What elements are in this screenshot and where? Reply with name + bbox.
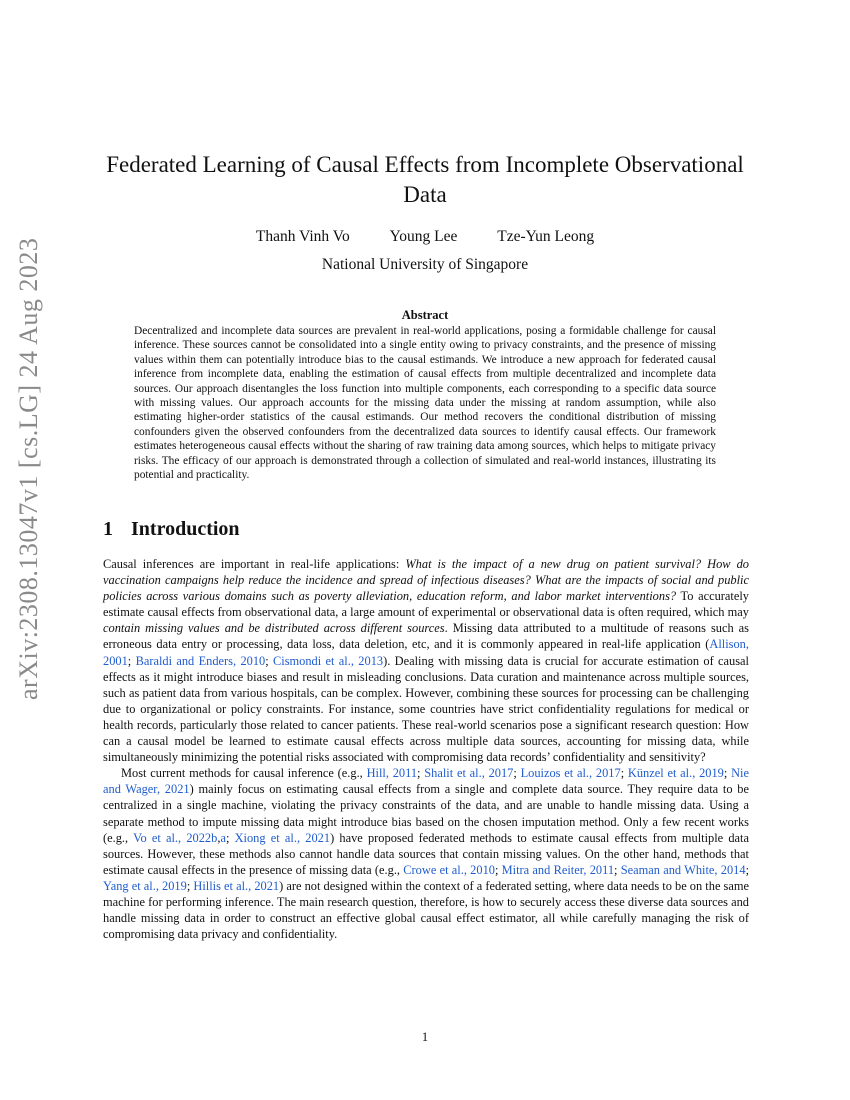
- text-run: ). Dealing with missing data is crucial for accurate estimation of causal effects as it might introduce biases and result in misleading conclusions. Data curation and maintenance across multiple sources, such as patient data from various hospitals, can be complex. However, combining these sources for processing can be challenging due to organizational or policy constraints. For instance, some countries have strict confidentiality regulations for medical or health records, particularly those related to cancer patients. These real-world scenarios pose a significant research question: How can a causal model be learned to estimate causal effects across multiple data sources, accounting for missing data, while simultaneously minimizing the potential risks associated with compromising data records’ confidentiality and sensitivity?: [103, 653, 749, 765]
- text-run: ) mainly focus on estimating causal effects from a single and complete data source. They require data to be centralized in a single machine, violating the privacy constraints of the data, and are unable to handle missing data. Using a separate method to impute missing data might introduce bias based on the chosen imputation method. Only a few recent works (e.g.,: [103, 782, 749, 845]
- page-number: 1: [421, 1030, 429, 1044]
- citation-link[interactable]: Vo et al., 2022b: [133, 830, 218, 845]
- body-text: [103, 556, 749, 942]
- text-run: ) have proposed federated methods to estimate causal effects from multiple data sources. However, these methods also cannot handle data sources that contain missing values. On the other hand, methods that estimate causal effects in the presence of missing data (e.g.,: [103, 830, 750, 877]
- abstract-text: Decentralized and incomplete data sources are prevalent in real-world applications, posing a formidable challenge for causal inference. These sources cannot be consolidated into a single entity owing to privacy constraints, and the presence of missing values within them can potentially introduce bias to the causal estimands. We introduce a new approach for federated causal inference from incomplete data, enabling the estimation of causal effects from multiple decentralized and incomplete data sources. Our approach disentangles the loss function into multiple components, each corresponding to a specific data source with missing values. Our approach accounts for the missing data under the missing at random assumption, while also estimating higher-order statistics of the causal estimands. Our method recovers the conditional distribution of missing confounders given the observed confounders from the decentralized data sources to identify causal effects. Our framework estimates heterogeneous causal effects without the sharing of raw training data among sources, which helps to mitigate privacy risks. The efficacy of our approach is demonstrated through a collection of simulated and real-world instances, illustrating its potential and practicality.: [134, 325, 716, 482]
- arxiv-id-text: arXiv:2308.13047v1 [cs.LG] 24 Aug 2023: [14, 237, 43, 700]
- text-run: . Missing data attributed to a multitude of reasons such as erroneous data entry or processing, data loss, data deletion, etc, and it is commonly appeared in real-life application (: [103, 621, 749, 652]
- citation-link[interactable]: a: [220, 830, 226, 845]
- author-name: Tze-Yun Leong: [497, 228, 595, 245]
- arxiv-identifier-stamp: [14, 237, 43, 720]
- italic-text-run: contain missing values and be distributed across different sources: [103, 621, 445, 636]
- paragraph: Causal inferences are important in real-life applications: What is the impact of a new drug on patient survival? How do vaccination campaigns help reduce the incidence and spread of infectious diseases? What are the impacts of social and public policies across various domains such as poverty alleviation, education reform, and labor market interventions? To accurately estimate causal effects from observational data, a large amount of experimental or observational data is often required, which may contain missing values and be distributed across different sources. Missing data attributed to a multitude of reasons such as erroneous data entry or processing, data loss, data deletion, etc, and it is commonly appeared in real-life application (Allison, 2001; Baraldi and Enders, 2010; Cismondi et al., 2013). Dealing with missing data is crucial for accurate estimation of causal effects as it might introduce biases and result in misleading conclusions. Data curation and maintenance across multiple sources, such as patient data from various hospitals, can be complex. However, combining these sources for processing can be challenging due to organizational or policy constraints. For instance, some countries have strict confidentiality regulations for medical or health records, particularly those related to cancer patients. These real-world scenarios pose a significant research question: How can a causal model be learned to estimate causal effects across multiple data sources, accounting for missing data, while simultaneously minimizing the potential risks associated with compromising data records’ confidentiality and sensitivity?: [103, 557, 749, 765]
- citation-link[interactable]: Allison, 2001: [103, 637, 749, 668]
- citation-link[interactable]: Shalit et al., 2017: [424, 766, 514, 781]
- citation-link[interactable]: Crowe et al., 2010: [403, 862, 495, 877]
- section-number: 1: [103, 518, 113, 540]
- italic-text-run: What is the impact of a new drug on patient survival? How do vaccination campaigns help reduce the incidence and spread of infectious diseases? What are the impacts of social and public policies across various domains such as poverty alleviation, education reform, and labor market interventions?: [103, 557, 749, 604]
- citation-link[interactable]: Künzel et al., 2019: [627, 766, 724, 781]
- section-title: Introduction: [131, 518, 240, 540]
- affiliation: National University of Singapore: [321, 256, 529, 273]
- text-run: To accurately estimate causal effects from observational data, a large amount of experimental or observational data is often required, which may: [103, 589, 749, 620]
- citation-link[interactable]: Nie and Wager, 2021: [103, 766, 749, 797]
- paragraph: Most current methods for causal inference (e.g., Hill, 2011; Shalit et al., 2017; Louizos et al., 2017; Künzel et al., 2019; Nie and Wager, 2021) mainly focus on estimating causal effects from a single and complete data source. They require data to be centralized in a single machine, violating the privacy constraints of the data, and are unable to handle missing data. Using a separate method to impute missing data might introduce bias based on the chosen imputation method. Only a few recent works (e.g., Vo et al., 2022b,a; Xiong et al., 2021) have proposed federated methods to estimate causal effects from multiple data sources. However, these methods also cannot handle data sources that contain missing values. On the other hand, methods that estimate causal effects in the presence of missing data (e.g., Crowe et al., 2010; Mitra and Reiter, 2011; Seaman and White, 2014; Yang et al., 2019; Hillis et al., 2021) are not designed within the context of a federated setting, where data needs to be on the same machine for performing inference. The main research question, therefore, is how to securely access these diverse data sources and handle missing data in order to construct an effective global causal effect estimator, all while carefully managing the risk of compromising data privacy and confidentiality.: [103, 766, 750, 942]
- citation-link[interactable]: Cismondi et al., 2013: [273, 653, 384, 668]
- abstract-heading: Abstract: [401, 308, 449, 322]
- citation-link[interactable]: Mitra and Reiter, 2011: [501, 862, 615, 877]
- citation-link[interactable]: Hill, 2011: [366, 766, 418, 781]
- text-run: Causal inferences are important in real-life applications:: [103, 557, 406, 571]
- section-heading: [103, 518, 240, 541]
- author-name: Young Lee: [389, 228, 458, 245]
- citation-link[interactable]: Yang et al., 2019: [103, 878, 187, 893]
- paper-title: Federated Learning of Causal Effects from Incomplete Observational Data: [106, 152, 744, 207]
- author-name: Thanh Vinh Vo: [255, 228, 350, 245]
- citation-link[interactable]: Baraldi and Enders, 2010: [135, 653, 266, 668]
- citation-link[interactable]: Xiong et al., 2021: [234, 830, 331, 845]
- author-list: [100, 228, 750, 246]
- text-run: Most current methods for causal inference (e.g.,: [121, 766, 367, 781]
- text-run: ) are not designed within the context of a federated setting, where data needs to be on the same machine for performing inference. The main research question, therefore, is how to securely access these diverse data sources and handle missing data in order to construct an effective global causal effect estimator, all while carefully managing the risk of compromising data privacy and confidentiality.: [103, 878, 750, 942]
- citation-link[interactable]: Seaman and White, 2014: [620, 862, 746, 877]
- citation-link[interactable]: Louizos et al., 2017: [520, 766, 621, 781]
- citation-link[interactable]: Hillis et al., 2021: [193, 878, 280, 893]
